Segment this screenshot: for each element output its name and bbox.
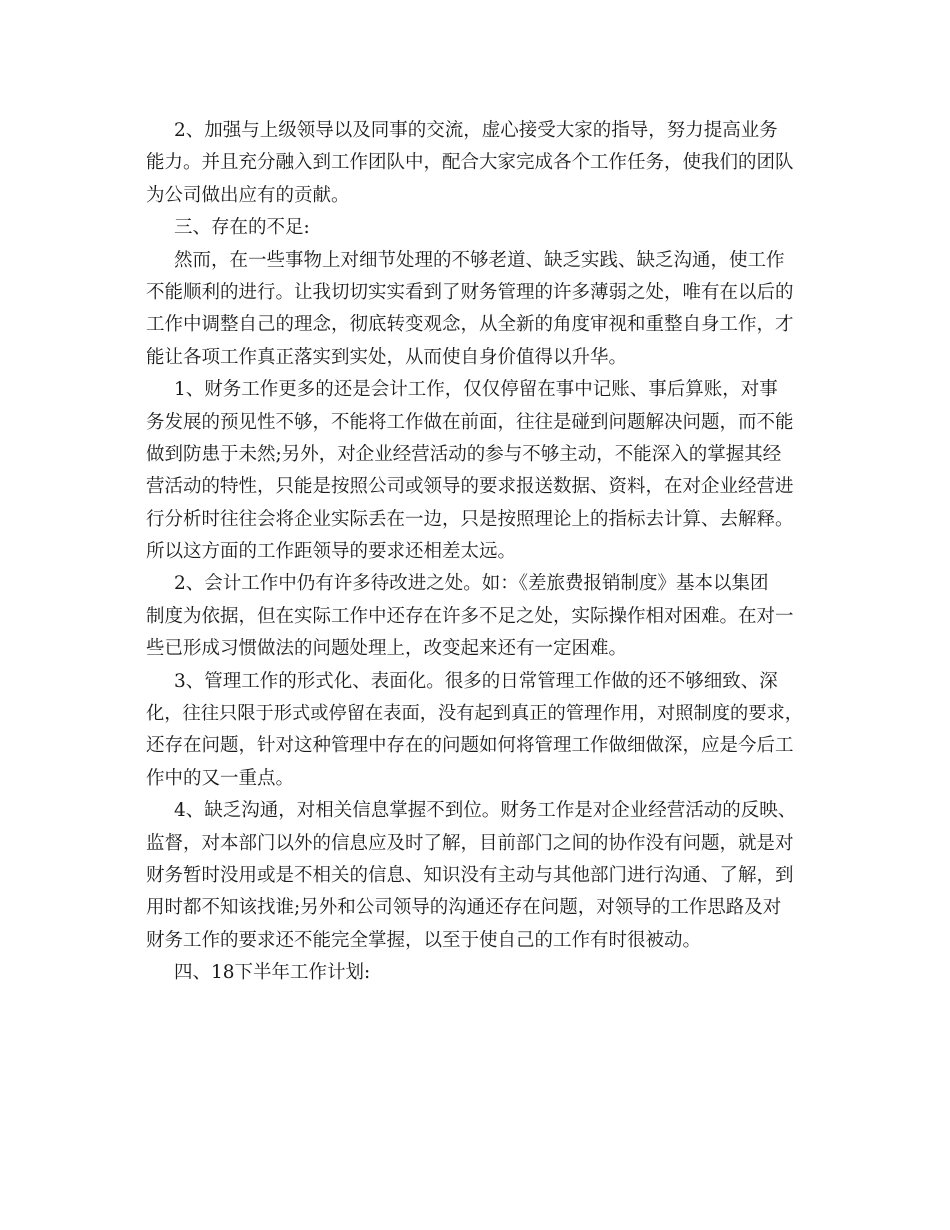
text-line: 用时都不知该找谁;另外和公司领导的沟通还存在问题，对领导的工作思路及对 xyxy=(146,897,782,919)
text-line: 能让各项工作真正落实到实处，从而使自身价值得以升华。 xyxy=(146,346,628,368)
text-line: 些已形成习惯做法的问题处理上，改变起来还有一定困难。 xyxy=(146,638,628,660)
text-line: 1、财务工作更多的还是会计工作，仅仅停留在事中记账、事后算账，对事 xyxy=(174,379,778,401)
text-line: 化，往往只限于形式或停留在表面，没有起到真正的管理作用，对照制度的要求， xyxy=(146,703,803,725)
text-line: 作中的又一重点。 xyxy=(146,767,295,789)
text-line: 行分析时往往会将企业实际丢在一边，只是按照理论上的指标去计算、去解释。 xyxy=(146,508,794,530)
text-line: 财务工作的要求还不能完全掌握，以至于使自己的工作有时很被动。 xyxy=(146,929,702,951)
text-line: 监督，对本部门以外的信息应及时了解，目前部门之间的协作没有问题，就是对 xyxy=(146,832,794,854)
text-line: 2、加强与上级领导以及同事的交流，虚心接受大家的指导，努力提高业务 xyxy=(174,120,778,141)
text-line: 制度为依据，但在实际工作中还存在许多不足之处，实际操作相对困难。在对一 xyxy=(146,605,794,627)
text-line: 2、会计工作中仍有许多待改进之处。如：《差旅费报销制度》基本以集团 xyxy=(174,573,769,595)
text-line: 所以这方面的工作距领导的要求还相差太远。 xyxy=(146,541,517,563)
text-line: 然而，在一些事物上对细节处理的不够老道、缺乏实践、缺乏沟通，使工作 xyxy=(174,249,785,271)
text-line: 做到防患于未然;另外，对企业经营活动的参与不够主动，不能深入的掌握其经 xyxy=(146,443,782,465)
text-line: 营活动的特性，只能是按照公司或领导的要求报送数据、资料，在对企业经营进 xyxy=(146,476,794,498)
text-line: 为公司做出应有的贡献。 xyxy=(146,184,350,206)
text-line: 财务暂时没用或是不相关的信息、知识没有主动与其他部门进行沟通、了解，到 xyxy=(146,864,794,886)
text-line: 四、18下半年工作计划: xyxy=(174,962,371,984)
document-body xyxy=(146,115,808,990)
text-line: 3、管理工作的形式化、表面化。很多的日常管理工作做的还不够细致、深 xyxy=(174,670,778,692)
text-line: 能力。并且充分融入到工作团队中，配合大家完成各个工作任务，使我们的团队 xyxy=(146,152,794,174)
text-line: 不能顺利的进行。让我切切实实看到了财务管理的许多薄弱之处，唯有在以后的 xyxy=(146,281,794,303)
text-line: 务发展的预见性不够，不能将工作做在前面，往往是碰到问题解决问题，而不能 xyxy=(146,411,794,433)
text-line: 工作中调整自己的理念，彻底转变观念，从全新的角度审视和重整自身工作，才 xyxy=(146,314,794,336)
text-line: 4、缺乏沟通，对相关信息掌握不到位。财务工作是对企业经营活动的反映、 xyxy=(174,800,797,822)
text-line: 三、存在的不足: xyxy=(174,217,310,239)
text-line: 还存在问题，针对这种管理中存在的问题如何将管理工作做细做深，应是今后工 xyxy=(146,735,794,757)
